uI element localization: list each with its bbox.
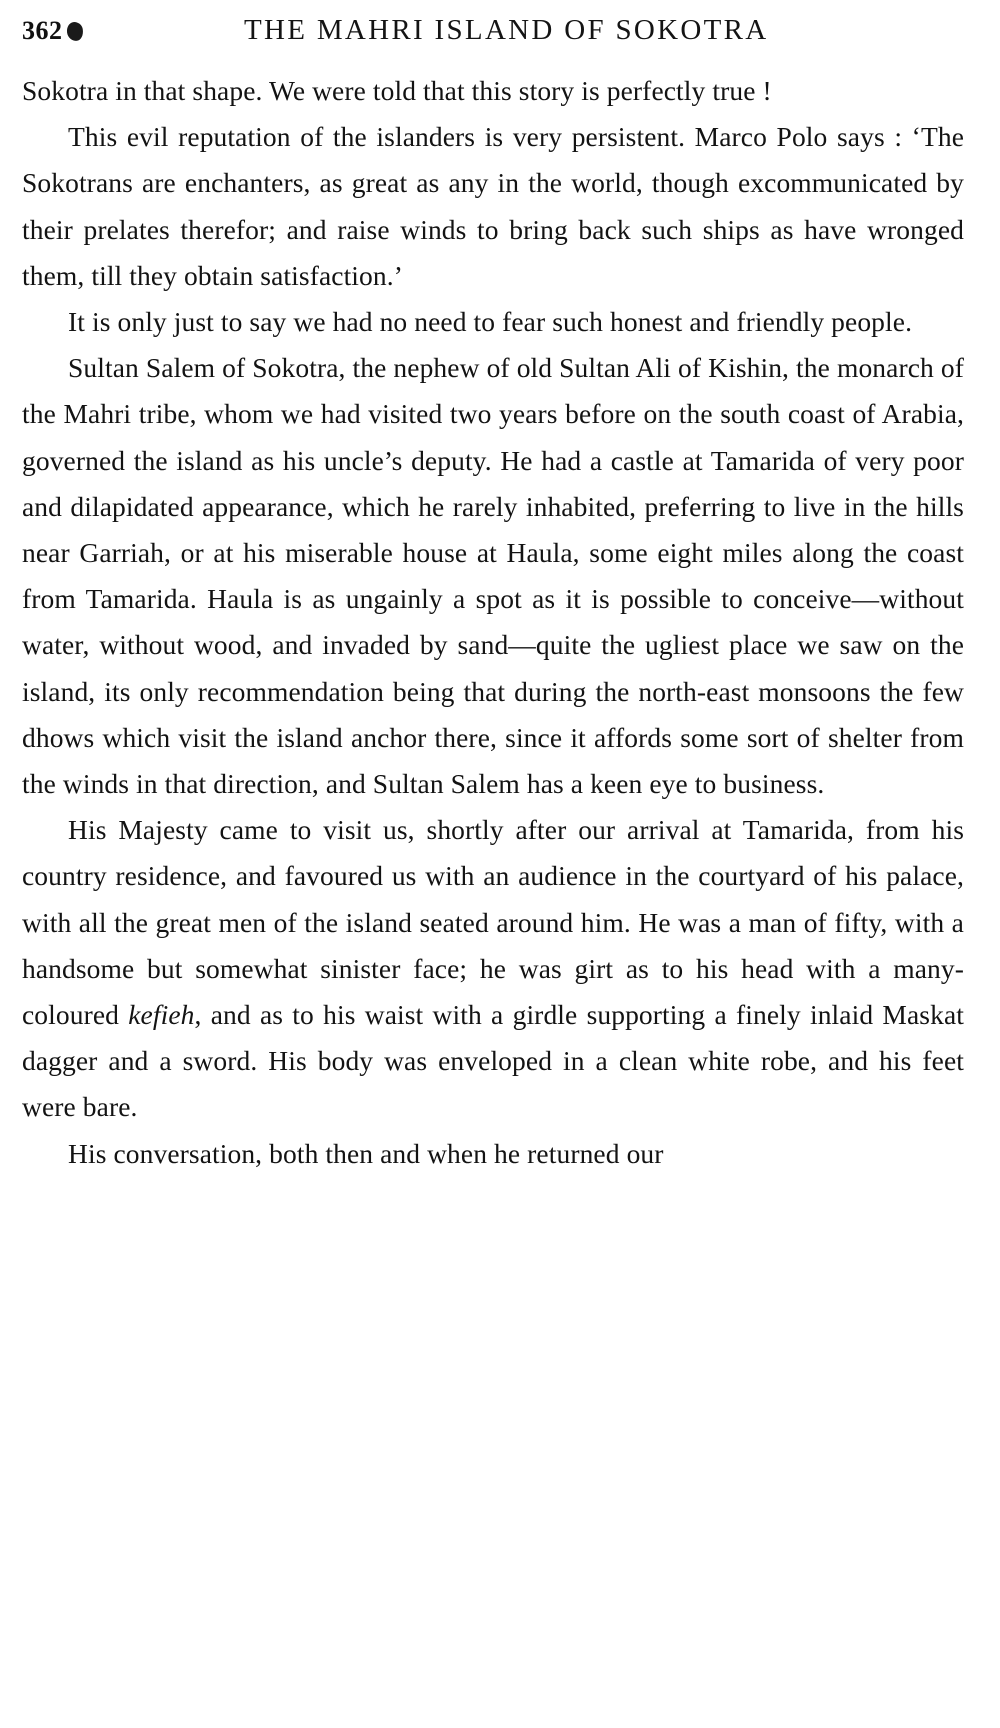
ink-blot-icon (65, 21, 83, 42)
page-header (0, 0, 1000, 52)
body-text (0, 52, 1000, 1177)
paragraph-5-italic-term: kefieh (128, 999, 195, 1031)
paragraph-1: Sokotra in that shape. We were told that this story is perfectly true ! (22, 75, 772, 106)
paragraph-2: This evil reputation of the islanders is very persistent. Marco Polo says : ‘The Sokotrans are enchanters, as great as any in the world, though excommunicated by their prelates therefor; and raise winds to bring back such ships as have wronged them, till they obtain satisfaction.’ (22, 121, 964, 291)
paragraph-5-part-1: His Majesty came to visit us, shortly after our arrival at Tamarida, from his country residence, and favoured us with an audience in the courtyard of his palace, with all the great men of the island seated around him. He was a man of fifty, with a handsome but somewhat sinister face; he was girt as to his head with a many-coloured (22, 814, 964, 1031)
running-head: THE MAHRI ISLAND OF SOKOTRA (244, 14, 769, 46)
paragraph-5-part-2: , and as to his waist with a girdle supporting a finely inlaid Maskat dagger and a sword. His body was enveloped in a clean white robe, and his feet were bare. (22, 999, 964, 1123)
paragraph-4: Sultan Salem of Sokotra, the nephew of old Sultan Ali of Kishin, the monarch of the Mahri tribe, whom we had visited two years before on the south coast of Arabia, governed the island as his uncle’s deputy. He had a castle at Tamarida of very poor and dilapidated appearance, which he rarely inhabited, preferring to live in the hills near Garriah, or at his miserable house at Haula, some eight miles along the coast from Tamarida. Haula is as ungainly a spot as it is possible to conceive—without water, without wood, and invaded by sand—quite the ugliest place we saw on the island, its only recommendation being that during the north-east monsoons the few dhows which visit the island anchor there, since it affords some sort of shelter from the winds in that direction, and Sultan Salem has a keen eye to business. (22, 352, 964, 800)
paragraph-5 (22, 807, 964, 1130)
page-number: 362 (22, 16, 63, 45)
paragraph-6: His conversation, both then and when he returned our (68, 1137, 664, 1169)
paragraph-3: It is only just to say we had no need to fear such honest and friendly people. (68, 306, 913, 338)
